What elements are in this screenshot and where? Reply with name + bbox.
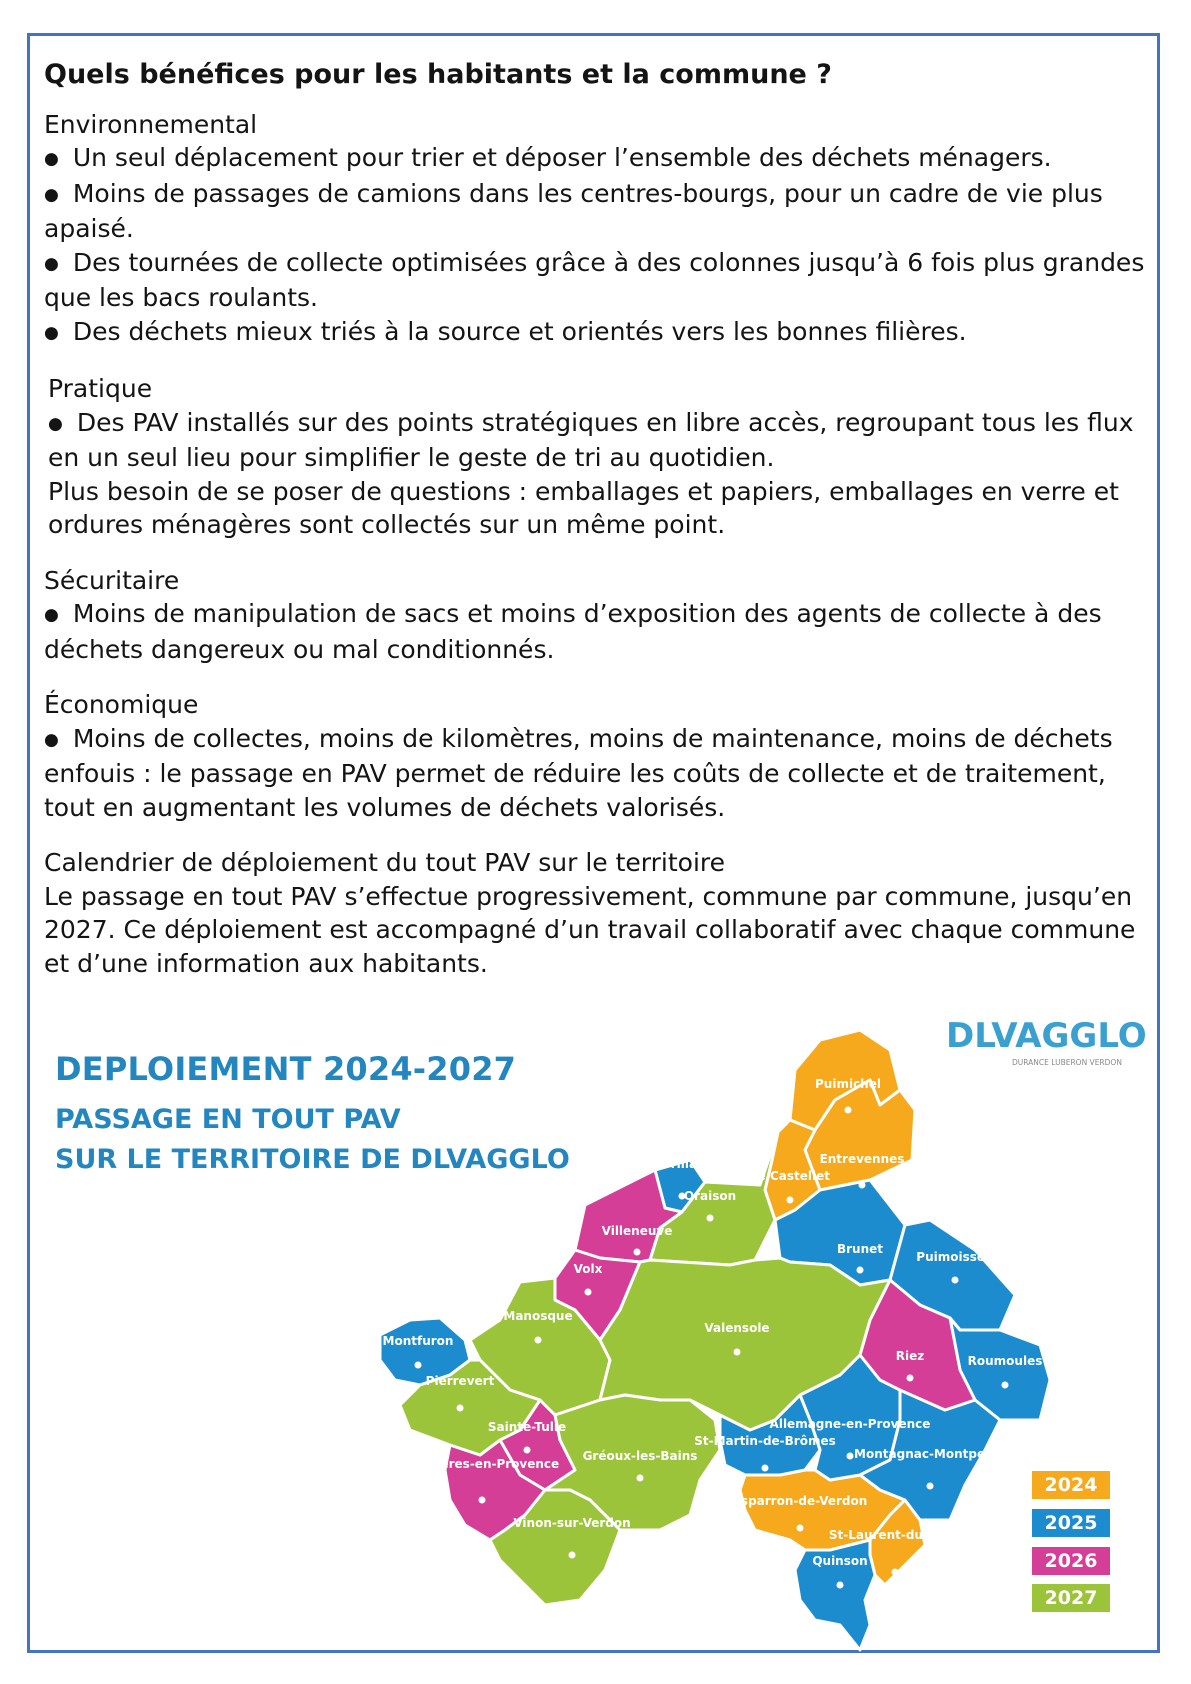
commune-label: Valensole (704, 1321, 770, 1335)
page-title: Quels bénéfices pour les habitants et la commune ? (44, 59, 832, 90)
commune-label: Allemagne-en-Provence (769, 1417, 931, 1431)
commune-label: Gréoux-les-Bains (582, 1449, 698, 1463)
commune-dot (857, 1267, 864, 1274)
legend-2025: 2025 (1032, 1509, 1110, 1537)
commune-dot (569, 1552, 576, 1559)
commune-label: Montagnac-Montpezat (854, 1447, 1006, 1461)
commune-label: La Brillanne (641, 1157, 723, 1171)
legend-2024: 2024 (1032, 1471, 1110, 1499)
commune-label: Sainte-Tulle (487, 1420, 567, 1434)
commune-dot (707, 1215, 714, 1222)
list-item: ● Des déchets mieux triés à la source et orientés vers les bonnes filières. (44, 315, 1154, 351)
section-title-economique: Économique (44, 690, 199, 719)
commune-dot (585, 1289, 592, 1296)
commune-dot (524, 1447, 531, 1454)
commune-label: Oraison (683, 1189, 737, 1203)
commune-label: Quinson (812, 1554, 868, 1568)
commune-label: Villeneuve (601, 1224, 673, 1238)
commune-dot (837, 1582, 844, 1589)
map-subtitle: SUR LE TERRITOIRE DE DLVAGGLO (55, 1144, 570, 1175)
commune-label: Pierrevert (425, 1374, 495, 1388)
list-item: ● Des tournées de collecte optimisées grâce à des colonnes jusqu’à 6 fois plus grandes que les bacs roulants. (44, 246, 1154, 315)
commune-label: St-Martin-de-Brômes (694, 1434, 836, 1448)
list-item: ● Un seul déplacement pour trier et déposer l’ensemble des déchets ménagers. (44, 141, 1154, 177)
commune-dot (479, 1497, 486, 1504)
commune-dot (787, 1197, 794, 1204)
legend-2026: 2026 (1032, 1547, 1110, 1575)
paragraph: Le passage en tout PAV s’effectue progressivement, commune par commune, jusqu’en 2027. Ce déploiement est accompagné d’un travail collaboratif avec chaque commune et d’une information aux habitants. (44, 881, 1136, 978)
commune-dot (907, 1375, 914, 1382)
section-title-securitaire: Sécuritaire (44, 565, 180, 595)
commune-dot (634, 1249, 641, 1256)
commune-dot (637, 1475, 644, 1482)
section-title-environnemental: Environnemental (44, 109, 258, 139)
commune-dot (952, 1277, 959, 1284)
dlvagglo-logo: DLVAGGLO DURANCE LUBERON VERDON (946, 1016, 1147, 1067)
commune-label: Corbières-en-Provence (404, 1457, 560, 1471)
commune-dot (762, 1465, 769, 1472)
commune-label: Montfuron (382, 1334, 454, 1348)
map-title: DEPLOIEMENT 2024-2027 (55, 1050, 517, 1088)
commune-dot (535, 1337, 542, 1344)
map-subtitle: PASSAGE EN TOUT PAV (55, 1104, 401, 1135)
list-item: ● Moins de collectes, moins de kilomètres, moins de maintenance, moins de déchets enfouis : le passage en PAV permet de réduire les coûts de collecte et de traitement, tout en augmentant les volumes de déchets valorisés. (44, 722, 1154, 825)
commune-dot (892, 1569, 899, 1576)
commune-dot (797, 1525, 804, 1532)
commune-label: Riez (895, 1349, 925, 1363)
commune-dot (847, 1453, 854, 1460)
commune-label: Brunet (836, 1242, 884, 1256)
commune-dot (845, 1107, 852, 1114)
commune-dot (1002, 1382, 1009, 1389)
commune-label: Roumoules (967, 1354, 1043, 1368)
commune-label: Vinon-sur-Verdon (513, 1516, 631, 1530)
commune-label: Entrevennes (819, 1152, 905, 1166)
commune-dot (927, 1483, 934, 1490)
paragraph: Plus besoin de se poser de questions : emballages et papiers, emballages en verre et ordures ménagères sont collectés sur un même point. (48, 476, 1119, 539)
list-item: ● Des PAV installés sur des points stratégiques en libre accès, regroupant tous les flux en un seul lieu pour simplifier le geste de tri au quotidien. (48, 406, 1154, 475)
legend-2027: 2027 (1032, 1584, 1110, 1612)
commune-dot (415, 1362, 422, 1369)
commune-label: Puimichel (815, 1077, 881, 1091)
commune-dot (457, 1405, 464, 1412)
section-title-calendrier: Calendrier de déploiement du tout PAV sur le territoire (44, 848, 726, 877)
commune-label: St-Laurent-du-Verdon (828, 1528, 976, 1542)
section-title-pratique: Pratique (48, 374, 153, 403)
commune-label: Le Castellet (750, 1169, 830, 1183)
list-item: ● Moins de manipulation de sacs et moins d’exposition des agents de collecte à des déchets dangereux ou mal conditionnés. (44, 597, 1154, 666)
commune-dot (734, 1349, 741, 1356)
commune-label: Volx (573, 1262, 603, 1276)
commune-label: Esparron-de-Verdon (732, 1494, 868, 1508)
commune-dot (859, 1182, 866, 1189)
list-item: ● Moins de passages de camions dans les centres-bourgs, pour un cadre de vie plus apaisé. (44, 177, 1154, 246)
commune-label: Manosque (503, 1309, 573, 1323)
commune-label: Puimoisson (916, 1250, 994, 1264)
